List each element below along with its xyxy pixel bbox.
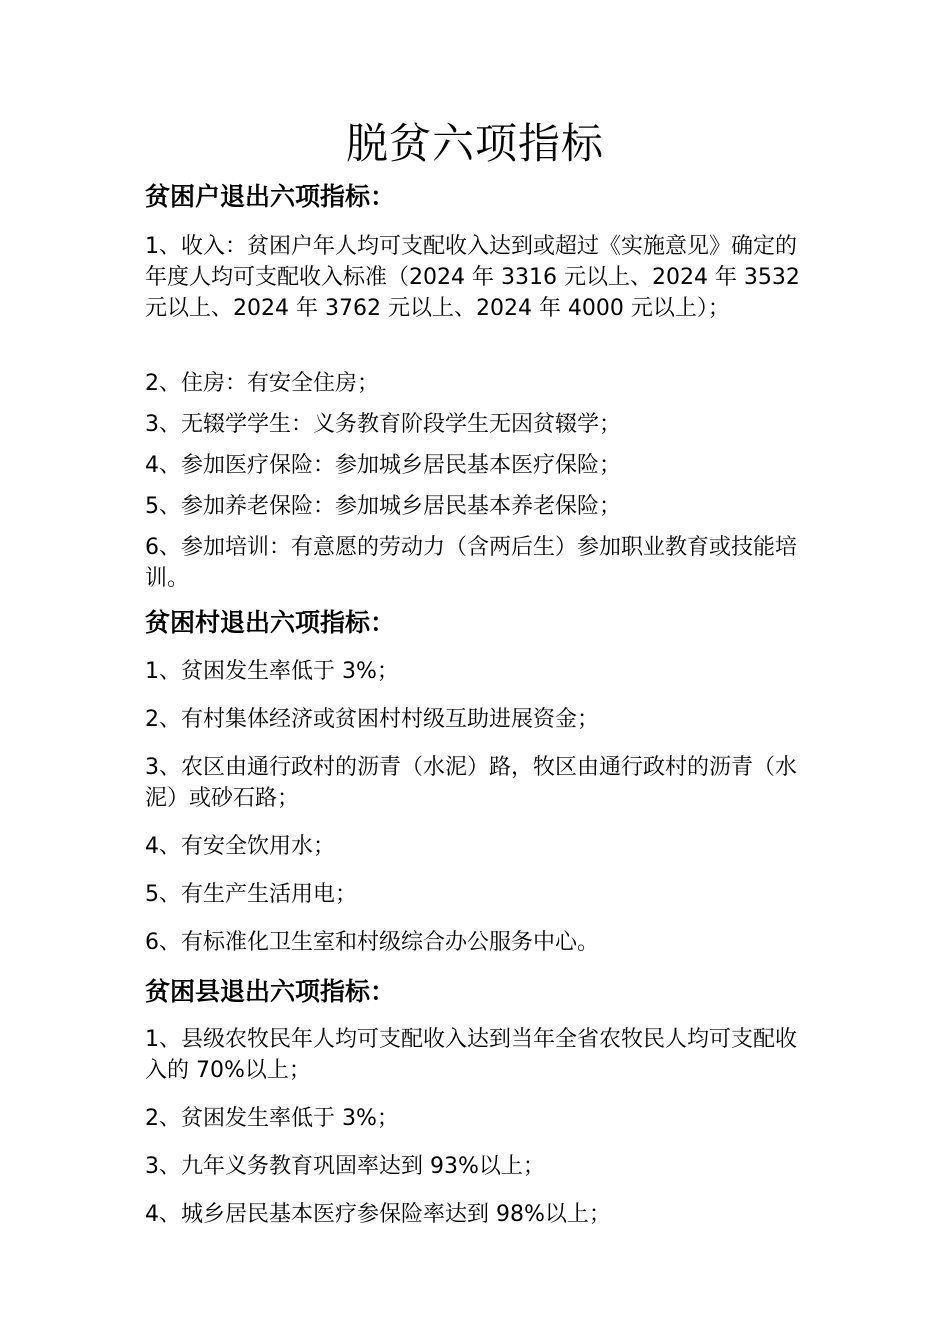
list-item: 1、收入：贫困户年人均可支配收入达到或超过《实施意见》确定的年度人均可支配收入标准（2024 年 3316 元以上、2024 年 3532 元以上、2024 年 3762 元以上、2024 年 4000 元以上）； — [145, 234, 800, 321]
list-item: 2、贫困发生率低于 3%； — [145, 1106, 399, 1131]
list-item: 1、县级农牧民年人均可支配收入达到当年全省农牧民人均可支配收入的 70%以上； — [145, 1027, 797, 1083]
section-heading-county: 贫困县退出六项指标： — [145, 977, 396, 1006]
list-item: 4、有安全饮用水； — [145, 834, 335, 859]
list-item: 3、无辍学学生：义务教育阶段学生无因贫辍学； — [145, 412, 621, 437]
list-item: 2、住房：有安全住房； — [145, 371, 379, 396]
list-item: 4、参加医疗保险：参加城乡居民基本医疗保险； — [145, 453, 621, 478]
list-item: 4、城乡居民基本医疗参保险率达到 98%以上； — [145, 1202, 611, 1227]
list-item: 6、有标准化卫生室和村级综合办公服务中心。 — [145, 930, 599, 955]
section-heading-household: 贫困户退出六项指标： — [145, 182, 396, 211]
list-item: 3、九年义务教育巩固率达到 93%以上； — [145, 1154, 545, 1179]
list-item: 2、有村集体经济或贫困村村级互助进展资金； — [145, 707, 599, 732]
section-heading-village: 贫困村退出六项指标： — [145, 608, 396, 637]
list-item: 6、参加培训：有意愿的劳动力（含两后生）参加职业教育或技能培训。 — [145, 535, 797, 591]
list-item: 5、参加养老保险：参加城乡居民基本养老保险； — [145, 494, 621, 519]
page-title: 脱贫六项指标 — [345, 119, 604, 168]
list-item: 1、贫困发生率低于 3%； — [145, 659, 399, 684]
list-item: 3、农区由通行政村的沥青（水泥）路，牧区由通行政村的沥青（水泥）或砂石路； — [145, 755, 797, 811]
list-item: 5、有生产生活用电； — [145, 882, 357, 907]
